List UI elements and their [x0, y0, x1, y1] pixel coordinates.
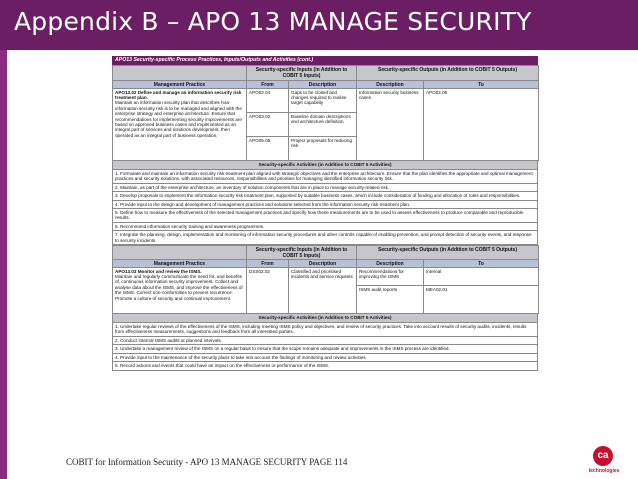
- input-from: APO02.04: [247, 89, 289, 113]
- outputs-header: Security-specific Outputs (in Addition to COBIT 5 Outputs): [357, 246, 539, 260]
- practice-body: Maintain an information security plan that describes how information security risk is to be managed and aligned with the enterprise strategy and enterprise architecture. Ensure that recommendations for implementing security improvements are based on approved business cases and implemented as an integral part of services and solutions development, then operated as an integral part of business operation.: [115, 100, 242, 138]
- inputs-header: Security-specific Inputs (in Addition to COBIT 5 Inputs): [247, 66, 357, 81]
- practice-title: APO13.03 Monitor and review the ISMS.: [115, 268, 202, 274]
- output-description: Information security business cases: [357, 89, 424, 161]
- col-description-header: Description: [289, 81, 357, 89]
- ca-technologies-logo: [586, 446, 622, 476]
- practice-cell: [113, 89, 247, 161]
- outputs-header: Security-specific Outputs (in Addition to COBIT 5 Outputs): [357, 66, 539, 81]
- practice-table-1: [112, 65, 539, 161]
- col-description2-header: Description: [357, 260, 424, 268]
- input-description: Gaps to be closed and changes required to realise target capability: [289, 89, 357, 113]
- activity-item: 3. Develop proposals to implement the information security risk treatment plan, supported by suitable business cases, which include consideration of funding and allocation of roles and responsibilities.: [112, 192, 538, 200]
- document-header: APO13 Security-specific Process Practices, Inputs/Outputs and Activities (cont.): [112, 56, 538, 65]
- col-practice-header: Management Practice: [113, 260, 247, 268]
- activity-item: 1. Formulate and maintain an information security risk treatment plan aligned with strategic objectives and the enterprise architecture. Ensure that the plan identifies the appropriate and optimal management practices and security solutions, with associated resources, responsibilities and priorities for managing identified information security risk.: [112, 170, 538, 184]
- activity-item: 6. Recommend information security training and awareness programmes.: [112, 223, 538, 231]
- output-to: APO02.05: [424, 89, 539, 161]
- input-description: Classified and prioritised incidents and service requests: [289, 268, 357, 314]
- output-description: Recommendations for improving the ISMS: [357, 268, 424, 286]
- title-bar: [0, 0, 638, 50]
- col-from-header: From: [247, 81, 289, 89]
- practice-cell: [113, 268, 247, 314]
- col-to-header: To: [424, 260, 539, 268]
- activity-item: 3. Undertake a management review of the ISMS on a regular basis to ensure that the scope remains adequate and improvements in the ISMS process are identified.: [112, 345, 538, 353]
- practice-table-2: [112, 245, 539, 314]
- practice-title: APO13.02 Define and manage an information security risk treatment plan.: [115, 89, 242, 100]
- activity-item: 1. Undertake regular reviews of the effectiveness of the ISMS, including meeting ISMS policy and objectives, and review of security practices. Take into account results of security audits, incidents, results from effectiveness measurements, suggestions and feedback from all interested parties.: [112, 323, 538, 337]
- activity-item: 4. Provide input to the maintenance of the security plans to take into account the findings of monitoring and review activities.: [112, 354, 538, 362]
- side-stripe: [0, 50, 7, 479]
- col-practice-header: Management Practice: [113, 81, 247, 89]
- activity-item: 7. Integrate the planning, design, implementation and monitoring of information security procedures and other controls capable of enabling prevention, and prompt detection of security events, and response to security incidents.: [112, 231, 538, 245]
- activity-item: 5. Define how to measure the effectiveness of the selected management practices and specify how these measurements are to be used to assess effectiveness to produce comparable and reproducible results.: [112, 209, 538, 223]
- activities-band: Security-specific Activities (in Addition to COBIT 5 Activities): [112, 314, 538, 323]
- activities-list-2: [112, 323, 538, 370]
- output-to: Internal: [424, 268, 539, 286]
- document-table: [112, 56, 538, 371]
- footer-text: COBIT for Information Security - APO 13 MANAGE SECURITY PAGE 114: [66, 457, 348, 467]
- input-from: APO03.02: [247, 113, 289, 137]
- blank-header-cell: [113, 246, 247, 260]
- activity-item: 5. Record actions and events that could have an impact on the effectiveness or performance of the ISMS.: [112, 362, 538, 370]
- output-description: ISMS audit reports: [357, 286, 424, 314]
- activity-item: 2. Conduct internal ISMS audits at planned intervals.: [112, 337, 538, 345]
- ca-logo-icon: ca: [593, 446, 613, 466]
- practice-body: Maintain and regularly communicate the need for, and benefits of, continuous information security improvement. Collect and analyse data about the ISMS, and improve the effectiveness of the ISMS. Correct non-conformities to prevent recurrence. Promote a culture of security and continual improvement.: [115, 273, 243, 301]
- blank-header-cell: [113, 66, 247, 81]
- activities-list-1: [112, 170, 538, 245]
- activity-item: 2. Maintain, as part of the enterprise architecture, an inventory of solution components that are in place to manage security-related risk.: [112, 184, 538, 192]
- col-to-header: To: [424, 81, 539, 89]
- input-from: DSS02.02: [247, 268, 289, 314]
- input-description: Baseline domain descriptions and architecture definition: [289, 113, 357, 137]
- logo-wordmark: technologies: [588, 468, 620, 474]
- col-from-header: From: [247, 260, 289, 268]
- activities-band: Security-specific Activities (in Addition to COBIT 5 Activities): [112, 161, 538, 170]
- input-description: Project proposals for reducing risk: [289, 137, 357, 161]
- input-from: APO05.05: [247, 137, 289, 161]
- inputs-header: Security-specific Inputs (in Addition to COBIT 5 Inputs): [247, 246, 357, 260]
- output-to: MEA02.01: [424, 286, 539, 314]
- slide-title: Appendix B – APO 13 MANAGE SECURITY: [14, 7, 532, 36]
- col-description-header: Description: [289, 260, 357, 268]
- activity-item: 4. Provide input to the design and development of management practices and solutions selected from the information security risk treatment plan.: [112, 201, 538, 209]
- col-description2-header: Description: [357, 81, 424, 89]
